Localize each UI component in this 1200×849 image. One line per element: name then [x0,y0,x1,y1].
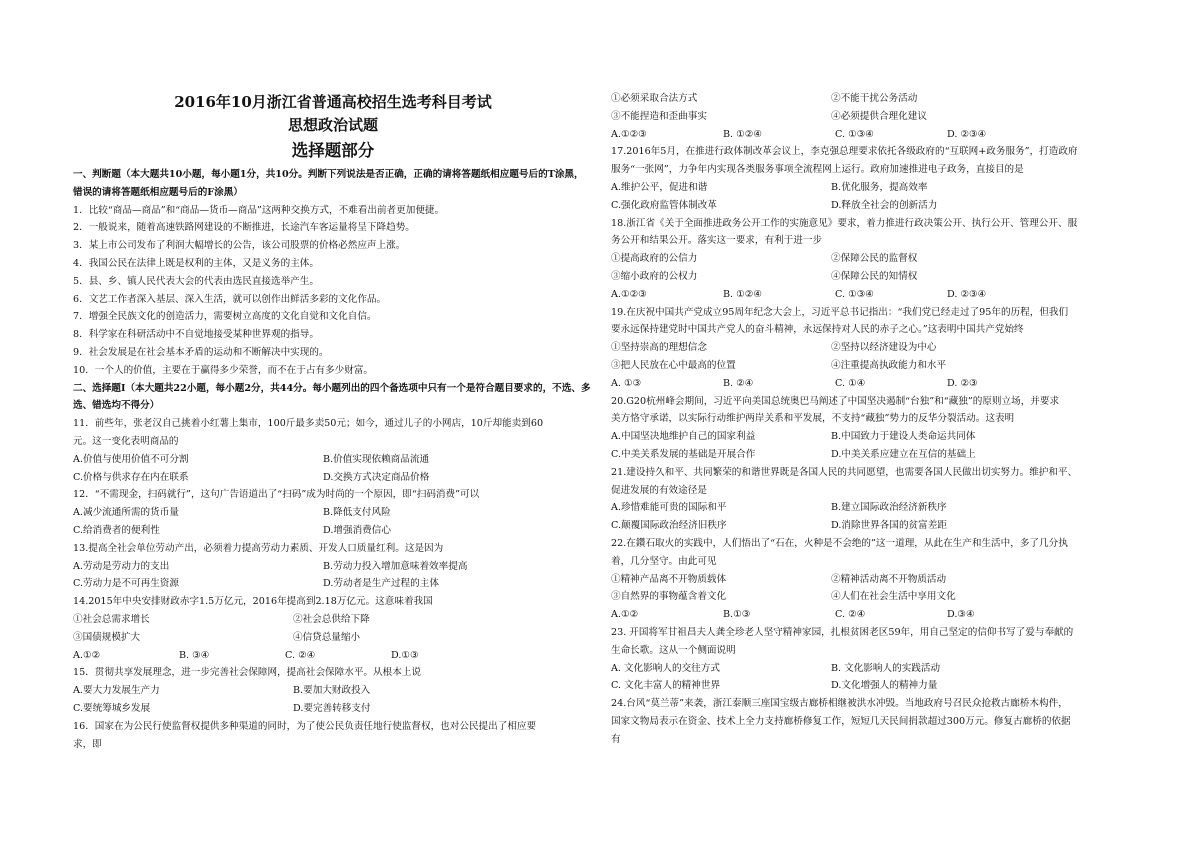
q19-statement-3: ③把人民放在心中最高的位置 [611,359,736,371]
question-19 [611,304,1131,393]
q23-stem-1: 23. 开国将军甘祖昌夫人龚全珍老人坚守精神家园，扎根贫困老区59年，用自己坚定的信仰书写了爱与奉献的 [611,626,1074,638]
q11-option-d: D.交换方式决定商品价格 [323,471,430,483]
q11-stem-2: 元。这一变化表明商品的 [73,435,179,447]
q14-stem: 14.2015年中央安排财政赤字1.5万亿元，2016年提高到2.18万亿元。这意味着我国 [73,596,433,608]
q16-statement-1: ①必须采取合法方式 [611,93,698,104]
q22-statement-3: ③自然界的事物蕴含着文化 [611,591,727,603]
q20-stem-1: 20.G20杭州峰会期间，习近平向美国总统奥巴马阐述了中国坚决遏制“台独”和“藏独”的原则立场，并要求 [611,395,1060,407]
left-column [73,88,593,753]
q21-option-a: A.珍惜难能可贵的国际和平 [611,502,727,514]
judge-item-1: 1．比较“商品—商品”和“商品—货币—商品”这两种交换方式，不难看出前者更加便捷。 [73,204,445,216]
q14-option-c: C. ②④ [285,649,316,661]
q17-option-d: D.释放全社会的创新活力 [831,199,938,211]
q18-stem-2: 务公开和结果公开。落实这一要求，有利于进一步 [611,235,823,247]
q22-statement-2: ②精神活动离不开物质活动 [831,573,947,585]
exam-title: 2016年10月浙江省普通高校招生选考科目考试 [174,93,492,111]
q19-option-a: A. ①③ [611,377,642,389]
question-18 [611,215,1131,304]
q16-stem-2: 求，即 [73,738,102,750]
q16-statement-4: ④必须提供合理化建议 [831,110,927,122]
q20-option-a: A.中国坚决地维护自己的国家利益 [611,431,756,443]
q13-option-a: A.劳动是劳动力的支出 [73,560,170,572]
q23-option-b: B. 文化影响人的实践活动 [831,662,941,674]
q22-statement-1: ①精神产品离不开物质载体 [611,573,727,585]
question-21 [611,464,1131,535]
judge-item-9: 9．社会发展是在社会基本矛盾的运动和不断解决中实现的。 [73,346,329,358]
q13-option-c: C.劳动力是不可再生资源 [73,578,179,590]
q21-stem-2: 促进发展的有效途径是 [611,484,707,496]
judge-item-5: 5．县、乡、镇人民代表大会的代表由选民直接选举产生。 [73,275,319,287]
q16-statement-3: ③不能捏造和歪曲事实 [611,110,707,122]
judge-item-7: 7．增强全民族文化的创造活力，需要树立高度的文化自觉和文化自信。 [73,311,377,323]
judge-item-3: 3．某上市公司发布了利润大幅增长的公告，该公司股票的价格必然应声上涨。 [73,240,406,252]
q15-option-c: C.要统筹城乡发展 [73,702,151,714]
question-17 [611,143,1131,214]
q15-option-b: B.要加大财政投入 [293,685,371,697]
question-23 [611,624,1131,695]
question-15 [73,664,593,717]
q18-option-c: C. ①③④ [835,288,874,300]
q17-option-c: C.强化政府监管体制改革 [611,199,717,211]
q12-option-a: A.减少流通所需的货币量 [73,507,179,519]
q19-stem-2: 要永远保持建党时中国共产党人的奋斗精神，永远保持对人民的赤子之心。”这表明中国共产党始终 [611,324,1024,336]
q22-option-c: C. ②④ [835,609,866,621]
judge-item-10: 10．一个人的价值，主要在于赢得多少荣誉，而不在于占有多少财富。 [73,364,374,376]
q19-statement-2: ②坚持以经济建设为中心 [831,342,937,354]
q20-option-c: C.中美关系发展的基础是开展合作 [611,448,756,460]
q23-stem-2: 生命长歌。这从一个侧面说明 [611,644,736,656]
q19-stem-1: 19.在庆祝中国共产党成立95周年纪念大会上，习近平总书记指出：“我们党已经走过了95年的历程，但我们 [611,306,1069,318]
q17-stem-2: 服务“一张网”，力争年内实现各类服务事项全流程网上运行。政府加速推进电子政务，直接目的是 [611,164,1024,176]
subject-title: 思想政治试题 [287,116,378,134]
q16-option-d: D. ②③④ [947,128,987,140]
q11-option-a: A.价值与使用价值不可分割 [73,453,189,465]
q14-statement-3: ③国债规模扩大 [73,631,141,643]
q13-stem: 13.提高全社会单位劳动产出，必须着力提高劳动力素质、开发人口质量红利。这是因为 [73,542,444,554]
q12-option-b: B.降低支付风险 [323,507,391,519]
q20-stem-2: 美方恪守承诺，以实际行动维护两岸关系和平发展，不支持“藏独”势力的反华分裂活动。这表明 [611,413,1015,425]
q20-option-d: D.中美关系应建立在互信的基础上 [831,448,976,460]
q14-option-d: D.①③ [391,649,419,661]
q18-statement-1: ①提高政府的公信力 [611,253,698,265]
q19-statement-4: ④注重提高执政能力和水平 [831,359,947,371]
question-22 [611,535,1131,624]
q13-option-d: D.劳动者是生产过程的主体 [323,578,439,590]
section2-heading: 二、选择题Ⅰ（本大题共22小题，每小题2分，共44分。每小题列出的四个备选项中只有一个是符合题目要求的，不选、多选、错选均不得分） [73,382,591,412]
judge-item-4: 4．我国公民在法律上既是权利的主体，又是义务的主体。 [73,257,319,269]
q18-stem-1: 18.浙江省《关于全面推进政务公开工作的实施意见》要求，着力推进行政决策公开、执行公开、管理公开、服 [611,217,1078,229]
q16-option-c: C. ①③④ [835,128,874,140]
q20-option-b: B.中国致力于建设人类命运共同体 [831,431,976,443]
question-20 [611,393,1131,464]
part-title: 选择题部分 [291,141,375,160]
q18-option-b: B. ①②④ [723,288,762,300]
q19-option-d: D. ②③ [947,377,978,389]
judge-item-8: 8．科学家在科研活动中不自觉地接受某种世界观的指导。 [73,329,319,341]
q22-option-d: D.③④ [947,609,975,621]
q12-option-c: C.给消费者的便利性 [73,524,160,536]
q14-statement-1: ①社会总需求增长 [73,613,150,625]
q14-option-b: B. ③④ [179,649,210,661]
q14-option-a: A.①② [73,649,101,661]
q21-option-c: C.颠覆国际政治经济旧秩序 [611,520,727,532]
q19-option-c: C. ①④ [835,377,866,389]
question-16 [73,718,593,754]
q22-option-a: A.①② [611,609,639,621]
q18-option-a: A.①②③ [611,288,647,300]
q16-option-a: A.①②③ [611,128,647,140]
q18-statement-4: ④保障公民的知情权 [831,270,918,282]
q24-stem-1: 24.台风“莫兰蒂”来袭，浙江泰顺三座国宝级古廊桥相继被洪水冲毁。当地政府号召民众抢救古廊桥木构件， [611,698,1068,710]
q19-statement-1: ①坚持崇高的理想信念 [611,342,707,354]
q22-option-b: B.①③ [723,609,751,621]
question-12 [73,486,593,539]
question-14 [73,593,593,664]
q12-option-d: D.增强消费信心 [323,524,391,536]
q22-statement-4: ④人们在社会生活中享用文化 [831,591,956,603]
q18-statement-2: ②保障公民的监督权 [831,253,918,265]
q11-option-b: B.价值实现依赖商品流通 [323,453,430,465]
question-16-options [611,90,1131,143]
q17-option-a: A.维护公平，促进和谐 [611,181,708,193]
q18-statement-3: ③缩小政府的公权力 [611,270,698,282]
q11-stem-1: 11．前些年，张老汉自己挑着小红薯上集市，100斤最多卖50元；如今，通过儿子的小网店，10斤却能卖到60 [73,418,544,430]
q23-option-d: D.文化增强人的精神力量 [831,680,938,692]
q15-stem: 15．贯彻共享发展理念，进一步完善社会保障网，提高社会保障水平。从根本上说 [73,667,421,679]
question-11 [73,415,593,486]
q23-option-a: A. 文化影响人的交往方式 [611,662,720,674]
question-24 [611,695,1131,748]
q16-option-b: B. ①②④ [723,128,762,140]
q22-stem-1: 22.在鑽石取火的实践中，人们悟出了“石在，火种是不会绝的”这一道理，从此在生产和生活中，多了几分执 [611,537,1068,549]
q17-stem-1: 17.2016年5月，在推进行政体制改革会议上，李克强总理要求依托各级政府的“互联网+政务服务”，打造政府 [611,146,1078,158]
q22-stem-2: 着，几分坚守。由此可见 [611,555,717,567]
q14-statement-2: ②社会总供给下降 [293,613,370,625]
judge-item-6: 6．文艺工作者深入基层、深入生活，就可以创作出鲜活多彩的文化作品。 [73,293,387,305]
q23-option-c: C. 文化丰富人的精神世界 [611,680,721,692]
q14-statement-4: ④信贷总量缩小 [293,631,361,643]
q21-option-b: B.建立国际政治经济新秩序 [831,502,947,514]
q11-option-c: C.价格与供求存在内在联系 [73,471,189,483]
q12-stem: 12．“不需现金，扫码就行”，这句广告语道出了“扫码”成为时尚的一个原因，即“扫码消费”可以 [73,489,480,501]
judge-item-2: 2．一般说来，随着高速铁路网建设的不断推进，长途汽车客运量将呈下降趋势。 [73,222,415,234]
right-column [611,90,1131,748]
question-13 [73,540,593,593]
q18-option-d: D. ②③④ [947,288,987,300]
q15-option-a: A.要大力发展生产力 [73,685,160,697]
q21-option-d: D.消除世界各国的贫富差距 [831,520,947,532]
q15-option-d: D.要完善转移支付 [293,702,371,714]
q16-stem-1: 16．国家在为公民行使监督权提供多种渠道的同时，为了使公民负责任地行使监督权，也对公民提出了相应要 [73,720,537,732]
q13-option-b: B.劳动力投入增加意味着效率提高 [323,560,468,572]
q17-option-b: B.优化服务，提高效率 [831,181,928,193]
q21-stem-1: 21.建设持久和平、共同繁荣的和谐世界既是各国人民的共同愿望，也需要各国人民做出切实努力。维护和平、 [611,466,1078,478]
q16-statement-2: ②不能干扰公务活动 [831,93,918,104]
section1-heading: 一、判断题（本大题共10小题，每小题1分，共10分。判断下列说法是否正确，正确的请将答题纸相应题号后的T涂黑，错误的请将答题纸相应题号后的F涂黑） [73,169,584,198]
q24-stem-2: 国家文物局表示在资金、技术上全力支持廊桥修复工作，短短几天民间捐款超过300万元。修复古廊桥的依据 [611,715,1071,727]
q24-stem-3: 有 [611,733,621,745]
q19-option-b: B. ②④ [723,377,754,389]
